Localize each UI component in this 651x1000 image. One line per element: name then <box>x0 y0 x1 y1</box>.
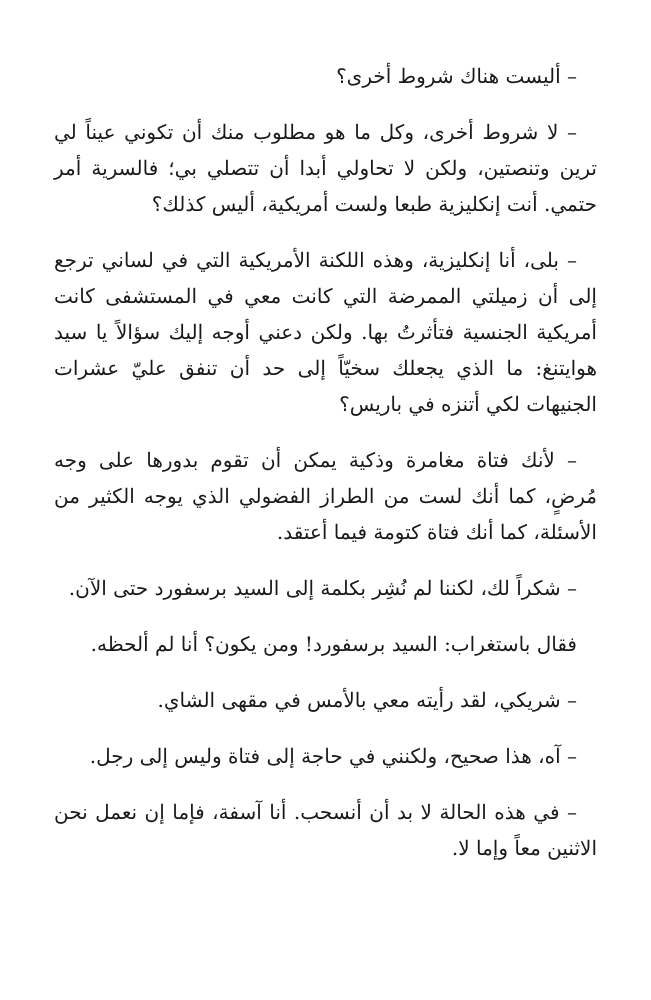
dialogue-paragraph-8: – آه، هذا صحيح، ولكنني في حاجة إلى فتاة وليس إلى رجل. <box>89 744 577 768</box>
dialogue-paragraph-3: – بلى، أنا إنكليزية، وهذه اللكنة الأمريكية التي في لساني ترجع إلى أن زميلتي الممرضة التي كانت معي في المستشفى كانت أمريكية الجنسية فتأثرتُ بها. ولكن دعني أوجه إليك سؤالاً يا سيد هوايتنغ: ما الذي يجعلك سخيّاً إلى حد أن تنفق عليّ عشرات الجنيهات لكي أتنزه في باريس؟ <box>54 248 597 416</box>
dialogue-paragraph-1: – أليست هناك شروط أخرى؟ <box>336 64 577 88</box>
narration-paragraph-6: فقال باستغراب: السيد برسفورد! ومن يكون؟ أنا لم ألحظه. <box>90 632 577 656</box>
dialogue-paragraph-9: – في هذه الحالة لا بد أن أنسحب. أنا آسفة، فإما إن نعمل نحن الاثنين معاً وإما لا. <box>54 800 597 860</box>
dialogue-paragraph-7: – شريكي، لقد رأيته معي بالأمس في مقهى الشاي. <box>157 688 577 712</box>
dialogue-paragraph-5: – شكراً لك، لكننا لم نُشِر بكلمة إلى السيد برسفورد حتى الآن. <box>68 576 577 600</box>
dialogue-paragraph-4: – لأنك فتاة مغامرة وذكية يمكن أن تقوم بدورها على وجه مُرضٍ، كما أنك لست من الطراز الفضولي الذي يوجه الكثير من الأسئلة، كما أنك فتاة كتومة فيما أعتقد. <box>54 448 597 544</box>
dialogue-paragraph-2: – لا شروط أخرى، وكل ما هو مطلوب منك أن تكوني عيناً لي ترين وتنصتين، ولكن لا تحاولي أبدا أن تتصلي بي؛ فالسرية أمر حتمي. أنت إنكليزية طبعا ولست أمريكية، أليس كذلك؟ <box>54 120 597 216</box>
